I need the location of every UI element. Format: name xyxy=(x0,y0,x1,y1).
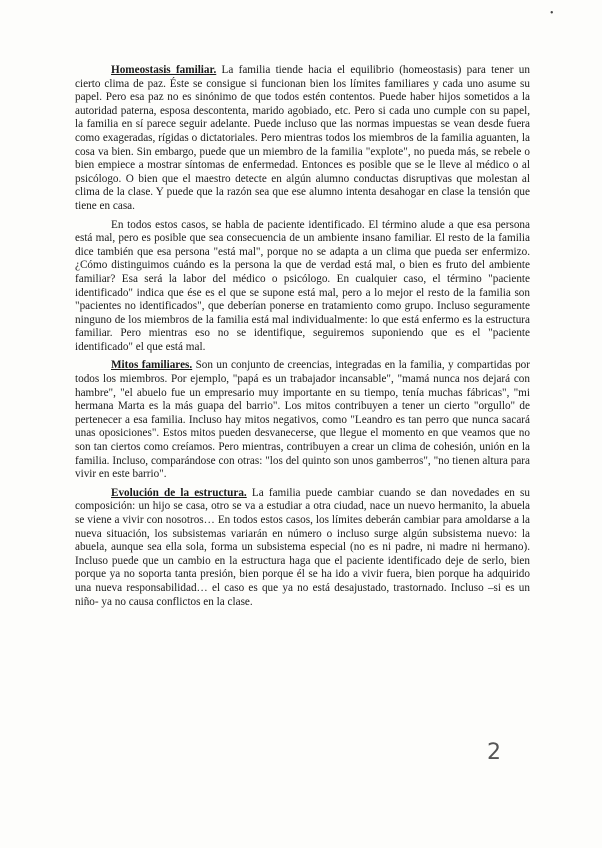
paragraph-paciente-body: En todos estos casos, se habla de paciente identificado. El término alude a que esa persona está mal, pero es posible que sea consecuencia de un ambiente insano familiar. El resto de la familia dice también que esa persona "está mal", porque no se adapta a un clima que pueda ser enfermizo. ¿Cómo distinguimos cuándo es la persona la que de verdad está mal, o bien es fruto del ambiente familiar? Esa será la labor del médico o psicólogo. En cualquier caso, el término "paciente identificado" indica que ése es el que se supone está mal, pero a lo mejor el resto de la familia son "pacientes no identificados", que deberían ponerse en tratamiento como grupo. Incluso seguramente ninguno de los miembros de la familia está mal individualmente: lo que está enfermo es la estructura familiar. Pero mientras eso no se identifique, seguiremos suponiendo que es el "paciente identificado" el que está mal. xyxy=(75,218,530,353)
paragraph-evolucion xyxy=(75,487,530,609)
paragraph-homeostasis-body: La familia tiende hacia el equilibrio (homeostasis) para tener un cierto clima de paz. Éste se consigue si funcionan bien los límites familiares y cada uno asume su papel. Pero esa paz no es sinónimo de que todos estén contentos. Puede haber hijos sometidos a la autoridad paterna, esposa descontenta, marido agobiado, etc. Pero si cada uno cumple con su papel, la familia en sí parece seguir adelante. Puede incluso que las normas impuestas se vean desde fuera como exageradas, rígidas o dictatoriales. Pero mientras todos los miembros de la familia aguanten, la cosa va bien. Sin embargo, puede que un miembro de la familia "explote", no pueda más, se rebele o bien empiece a mostrar síntomas de enfermedad. Entonces es posible que se le lleve al médico o al psicólogo. O bien que el maestro detecte en algún alumno conductas disruptivas que molestan al clima de la clase. Y puede que la razón sea que ese alumno intenta desahogar en clase la tensión que tiene en casa. xyxy=(75,64,530,212)
page-number: 2 xyxy=(487,740,501,765)
paragraph-evolucion-body: La familia puede cambiar cuando se dan novedades en su composición: un hijo se casa, otro se va a estudiar a otra ciudad, nace un nuevo hermanito, la abuela se viene a vivir con nosotros… En todos estos casos, los límites deberán cambiar para amoldarse a la nueva situación, los subsistemas variarán en número o incluso surge algún subsistema nuevo: la abuela, aunque sea ella sola, forma un subsistema especial (no es ni padre, ni madre ni hermano). Incluso puede que un cambio en la estructura haga que el paciente identificado deje de serlo, bien porque ya no soporta tanta presión, bien porque él se ha ido a vivir fuera, bien porque ha adquirido una nueva responsabilidad… el caso es que ya no está desajustado, trastornado. Incluso –si es un niño- ya no causa conflictos en la clase. xyxy=(75,486,530,608)
corner-mark: • xyxy=(550,8,554,19)
paragraph-mitos-body: Son un conjunto de creencias, integradas en la familia, y compartidas por todos los miembros. Por ejemplo, "papá es un trabajador incansable", "mamá nunca nos dejará con hambre", "el abuelo fue un empresario muy importante en su tiempo, tenía muchas fábricas", "mi hermana Marta es la más guapa del barrio". Los mitos contribuyen a tener un cierto "orgullo" de pertenecer a esa familia. Incluso hay mitos negativos, como "Leandro es tan perro que nunca sacará unas oposiciones". Estos mitos pueden desvanecerse, que llegue el momento en que veamos que no son tan ciertos como creíamos. Pero mientras, contribuyen a crear un clima de cohesión, unión en la familia. Incluso, comparándose con otras: "los del quinto son unos gamberros", "no tienen altura para vivir en este barrio". xyxy=(75,359,531,481)
body-text xyxy=(75,64,530,614)
paragraph-paciente-identificado xyxy=(75,219,530,355)
heading-evolucion: Evolución de la estructura. xyxy=(111,486,247,499)
heading-homeostasis: Homeostasis familiar. xyxy=(111,64,217,76)
paragraph-mitos xyxy=(75,359,530,481)
paragraph-homeostasis xyxy=(75,64,530,214)
heading-mitos: Mitos familiares. xyxy=(111,359,193,372)
